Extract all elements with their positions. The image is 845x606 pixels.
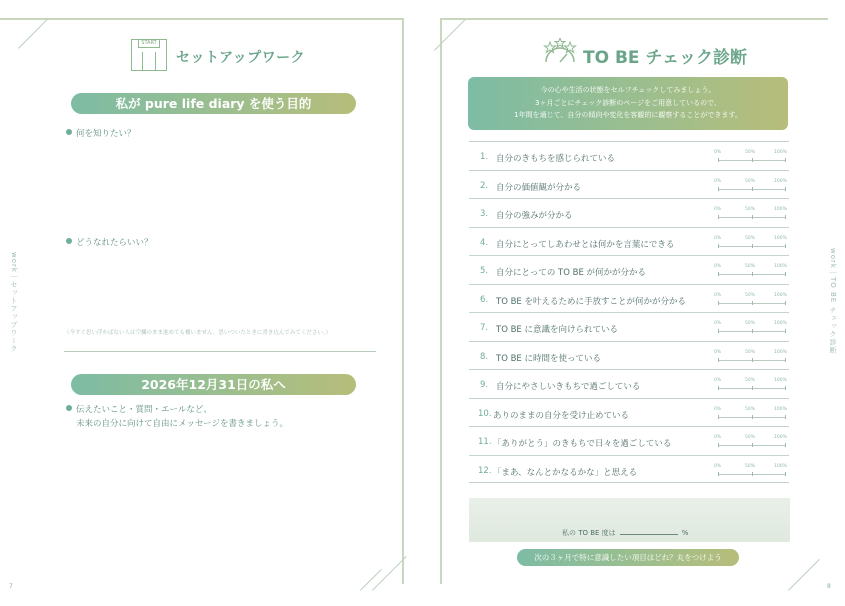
scale-label-0: 0% (714, 178, 722, 184)
item-text: 自分のきもちを感じられている (496, 154, 616, 164)
checklist-item (469, 284, 789, 313)
bullet-icon (66, 405, 72, 411)
page-number: 7 (9, 583, 13, 590)
rating-scale[interactable] (714, 179, 789, 193)
checklist-item (469, 369, 789, 398)
scale-tick (785, 301, 786, 305)
scale-tick (718, 244, 719, 248)
scale-label-0: 0% (714, 406, 722, 412)
item-number: 11. (478, 437, 492, 447)
rating-scale[interactable] (714, 350, 789, 364)
scale-tick (785, 358, 786, 362)
checklist-item (469, 455, 789, 484)
scale-tick (718, 187, 719, 191)
item-number: 9. (480, 380, 489, 390)
scale-tick (785, 443, 786, 447)
scale-tick (785, 415, 786, 419)
check-title: TO BE チェック診断 (583, 48, 747, 68)
scale-label-100: 100% (774, 378, 787, 383)
focus-cta: 次の３ヶ月で特に意識したい項目はどれ？丸をつけよう (517, 549, 739, 566)
item-number: 2. (480, 180, 489, 191)
scale-tick (718, 329, 719, 333)
scale-label-50: 50% (745, 463, 756, 469)
scale-tick (752, 386, 753, 390)
scale-tick (752, 272, 753, 276)
scale-label-100: 100% (774, 150, 787, 155)
page-number: 8 (827, 583, 831, 590)
degree-label: 私の TO BE 度は (562, 529, 616, 537)
note-text: （今すぐ思い浮かばない人は空欄のまま進めても構いません。思いついたときに書き込んでみてください。） (64, 330, 332, 336)
item-number: 10. (478, 408, 492, 419)
item-number: 3. (480, 209, 489, 219)
rating-scale[interactable] (714, 321, 789, 335)
item-number: 7. (480, 323, 489, 333)
item-text: TO BE を叶えるために手放すことが何かが分かる (496, 296, 686, 307)
rating-scale[interactable] (714, 150, 789, 164)
scale-tick (785, 386, 786, 390)
scale-label-0: 0% (714, 463, 722, 469)
scale-tick (718, 158, 719, 162)
checklist-item (469, 170, 789, 199)
side-label: work｜TO BE チェック診断 (829, 248, 837, 355)
scale-label-50: 50% (745, 207, 756, 212)
scale-label-50: 50% (745, 292, 756, 298)
scale-label-100: 100% (774, 349, 787, 355)
start-gate-icon (131, 39, 167, 71)
scale-label-50: 50% (745, 321, 756, 326)
scale-tick (785, 272, 786, 276)
scale-label-0: 0% (714, 292, 722, 298)
scale-label-0: 0% (714, 235, 722, 241)
scale-tick (752, 187, 753, 191)
scale-tick (785, 215, 786, 219)
intro-line: 1年間を通じて、自分の傾向や変化を客観的に観察することができます。 (514, 111, 742, 119)
intro-box (468, 77, 788, 130)
scale-tick (785, 187, 786, 191)
rating-scale[interactable] (714, 236, 789, 250)
scale-tick (752, 215, 753, 219)
future-heading: 2026年12月31日の私へ (71, 374, 356, 395)
rating-scale[interactable] (714, 264, 789, 278)
scale-label-0: 0% (714, 150, 722, 155)
scale-label-0: 0% (714, 207, 722, 212)
purpose-heading: 私が pure life diary を使う目的 (71, 93, 356, 114)
item-text: 「ありがとう」のきもちで日々を過ごしている (493, 439, 672, 449)
checklist-item (469, 198, 789, 227)
checklist-item (469, 227, 789, 256)
scale-tick (752, 301, 753, 305)
scale-tick (718, 415, 719, 419)
scale-label-0: 0% (714, 321, 722, 326)
scale-tick (718, 472, 719, 476)
scale-label-100: 100% (774, 463, 787, 469)
item-text: 「まあ、なんとかなるかな」と思える (493, 467, 638, 478)
item-number: 4. (480, 237, 489, 248)
rating-scale[interactable] (714, 293, 789, 307)
checklist-item (469, 341, 789, 370)
item-number: 5. (480, 266, 489, 276)
scale-label-0: 0% (714, 378, 722, 383)
scale-label-50: 50% (745, 406, 756, 412)
scale-tick (785, 244, 786, 248)
page-title: セットアップワーク (176, 50, 306, 66)
scale-label-50: 50% (745, 178, 756, 184)
stars-meter-icon (543, 38, 577, 64)
scale-label-100: 100% (774, 235, 787, 241)
divider (64, 351, 376, 352)
item-text: 自分にとってしあわせとは何かを言葉にできる (496, 239, 675, 250)
left-page (0, 0, 422, 606)
item-text: TO BE に時間を使っている (496, 353, 601, 364)
scale-label-50: 50% (745, 150, 756, 155)
scale-label-100: 100% (774, 435, 787, 440)
scale-label-100: 100% (774, 207, 787, 212)
checklist-item (469, 141, 789, 170)
scale-tick (752, 329, 753, 333)
scale-label-50: 50% (745, 235, 756, 241)
scale-label-0: 0% (714, 435, 722, 440)
future-line-2: 未来の自分に向けて自由にメッセージを書きましょう。 (76, 419, 288, 429)
start-icon-text: START (138, 39, 160, 48)
scale-label-0: 0% (714, 264, 722, 269)
rating-scale[interactable] (714, 378, 789, 392)
checklist-item (469, 312, 789, 341)
scale-tick (718, 301, 719, 305)
item-number: 1. (480, 152, 489, 162)
side-label: work｜セットアップワーク (10, 252, 18, 353)
scale-label-100: 100% (774, 292, 787, 298)
scale-tick (718, 443, 719, 447)
checklist-item (469, 398, 789, 427)
item-number: 6. (480, 294, 489, 305)
degree-unit: % (681, 529, 689, 537)
checklist-item (469, 255, 789, 284)
scale-label-100: 100% (774, 264, 787, 269)
item-text: 自分にやさしいきもちで過ごしている (496, 382, 641, 392)
checklist-item (469, 426, 789, 455)
scale-tick (752, 415, 753, 419)
scale-tick (752, 472, 753, 476)
scale-tick (785, 472, 786, 476)
degree-blank[interactable] (620, 534, 678, 535)
scale-label-50: 50% (745, 435, 756, 440)
checklist (469, 141, 789, 483)
intro-line: 3ヶ月ごとにチェック診断のページをご用意しているので、 (535, 98, 721, 107)
question-how (66, 236, 153, 250)
rating-scale[interactable] (714, 464, 789, 478)
rating-scale[interactable] (714, 207, 789, 221)
scale-tick (785, 158, 786, 162)
scale-tick (718, 358, 719, 362)
scale-label-100: 100% (774, 321, 787, 326)
bullet-icon (66, 238, 72, 244)
future-line-1: 伝えたいこと・質問・エールなど、 (76, 405, 212, 415)
item-text: TO BE に意識を向けられている (496, 325, 618, 335)
item-text: ありのままの自分を受け止めている (493, 410, 630, 421)
item-text: 自分の強みが分かる (496, 211, 573, 221)
question-how-text: どうなれたらいい？ (76, 238, 153, 248)
scale-tick (752, 244, 753, 248)
intro-line: 今の心や生活の状態をセルフチェックしてみましょう。 (540, 86, 716, 94)
bullet-icon (66, 129, 72, 135)
scale-label-50: 50% (745, 378, 756, 383)
item-text: 自分にとっての TO BE が何かが分かる (496, 268, 647, 278)
scale-label-100: 100% (774, 178, 787, 184)
scale-tick (718, 272, 719, 276)
question-what-text: 何を知りたい？ (76, 129, 136, 139)
item-number: 12. (478, 465, 492, 476)
scale-tick (752, 443, 753, 447)
scale-tick (785, 329, 786, 333)
scale-label-50: 50% (745, 349, 756, 355)
scale-tick (718, 215, 719, 219)
degree-line (562, 528, 688, 538)
question-what (66, 127, 136, 141)
scale-tick (718, 386, 719, 390)
scale-label-100: 100% (774, 406, 787, 412)
item-number: 8. (480, 351, 489, 362)
item-text: 自分の価値観が分かる (496, 182, 582, 193)
scale-tick (752, 158, 753, 162)
rating-scale[interactable] (714, 435, 789, 449)
road-icon (142, 52, 156, 70)
rating-scale[interactable] (714, 407, 789, 421)
scale-label-50: 50% (745, 264, 756, 269)
scale-label-0: 0% (714, 349, 722, 355)
scale-tick (752, 358, 753, 362)
future-message (66, 403, 288, 431)
